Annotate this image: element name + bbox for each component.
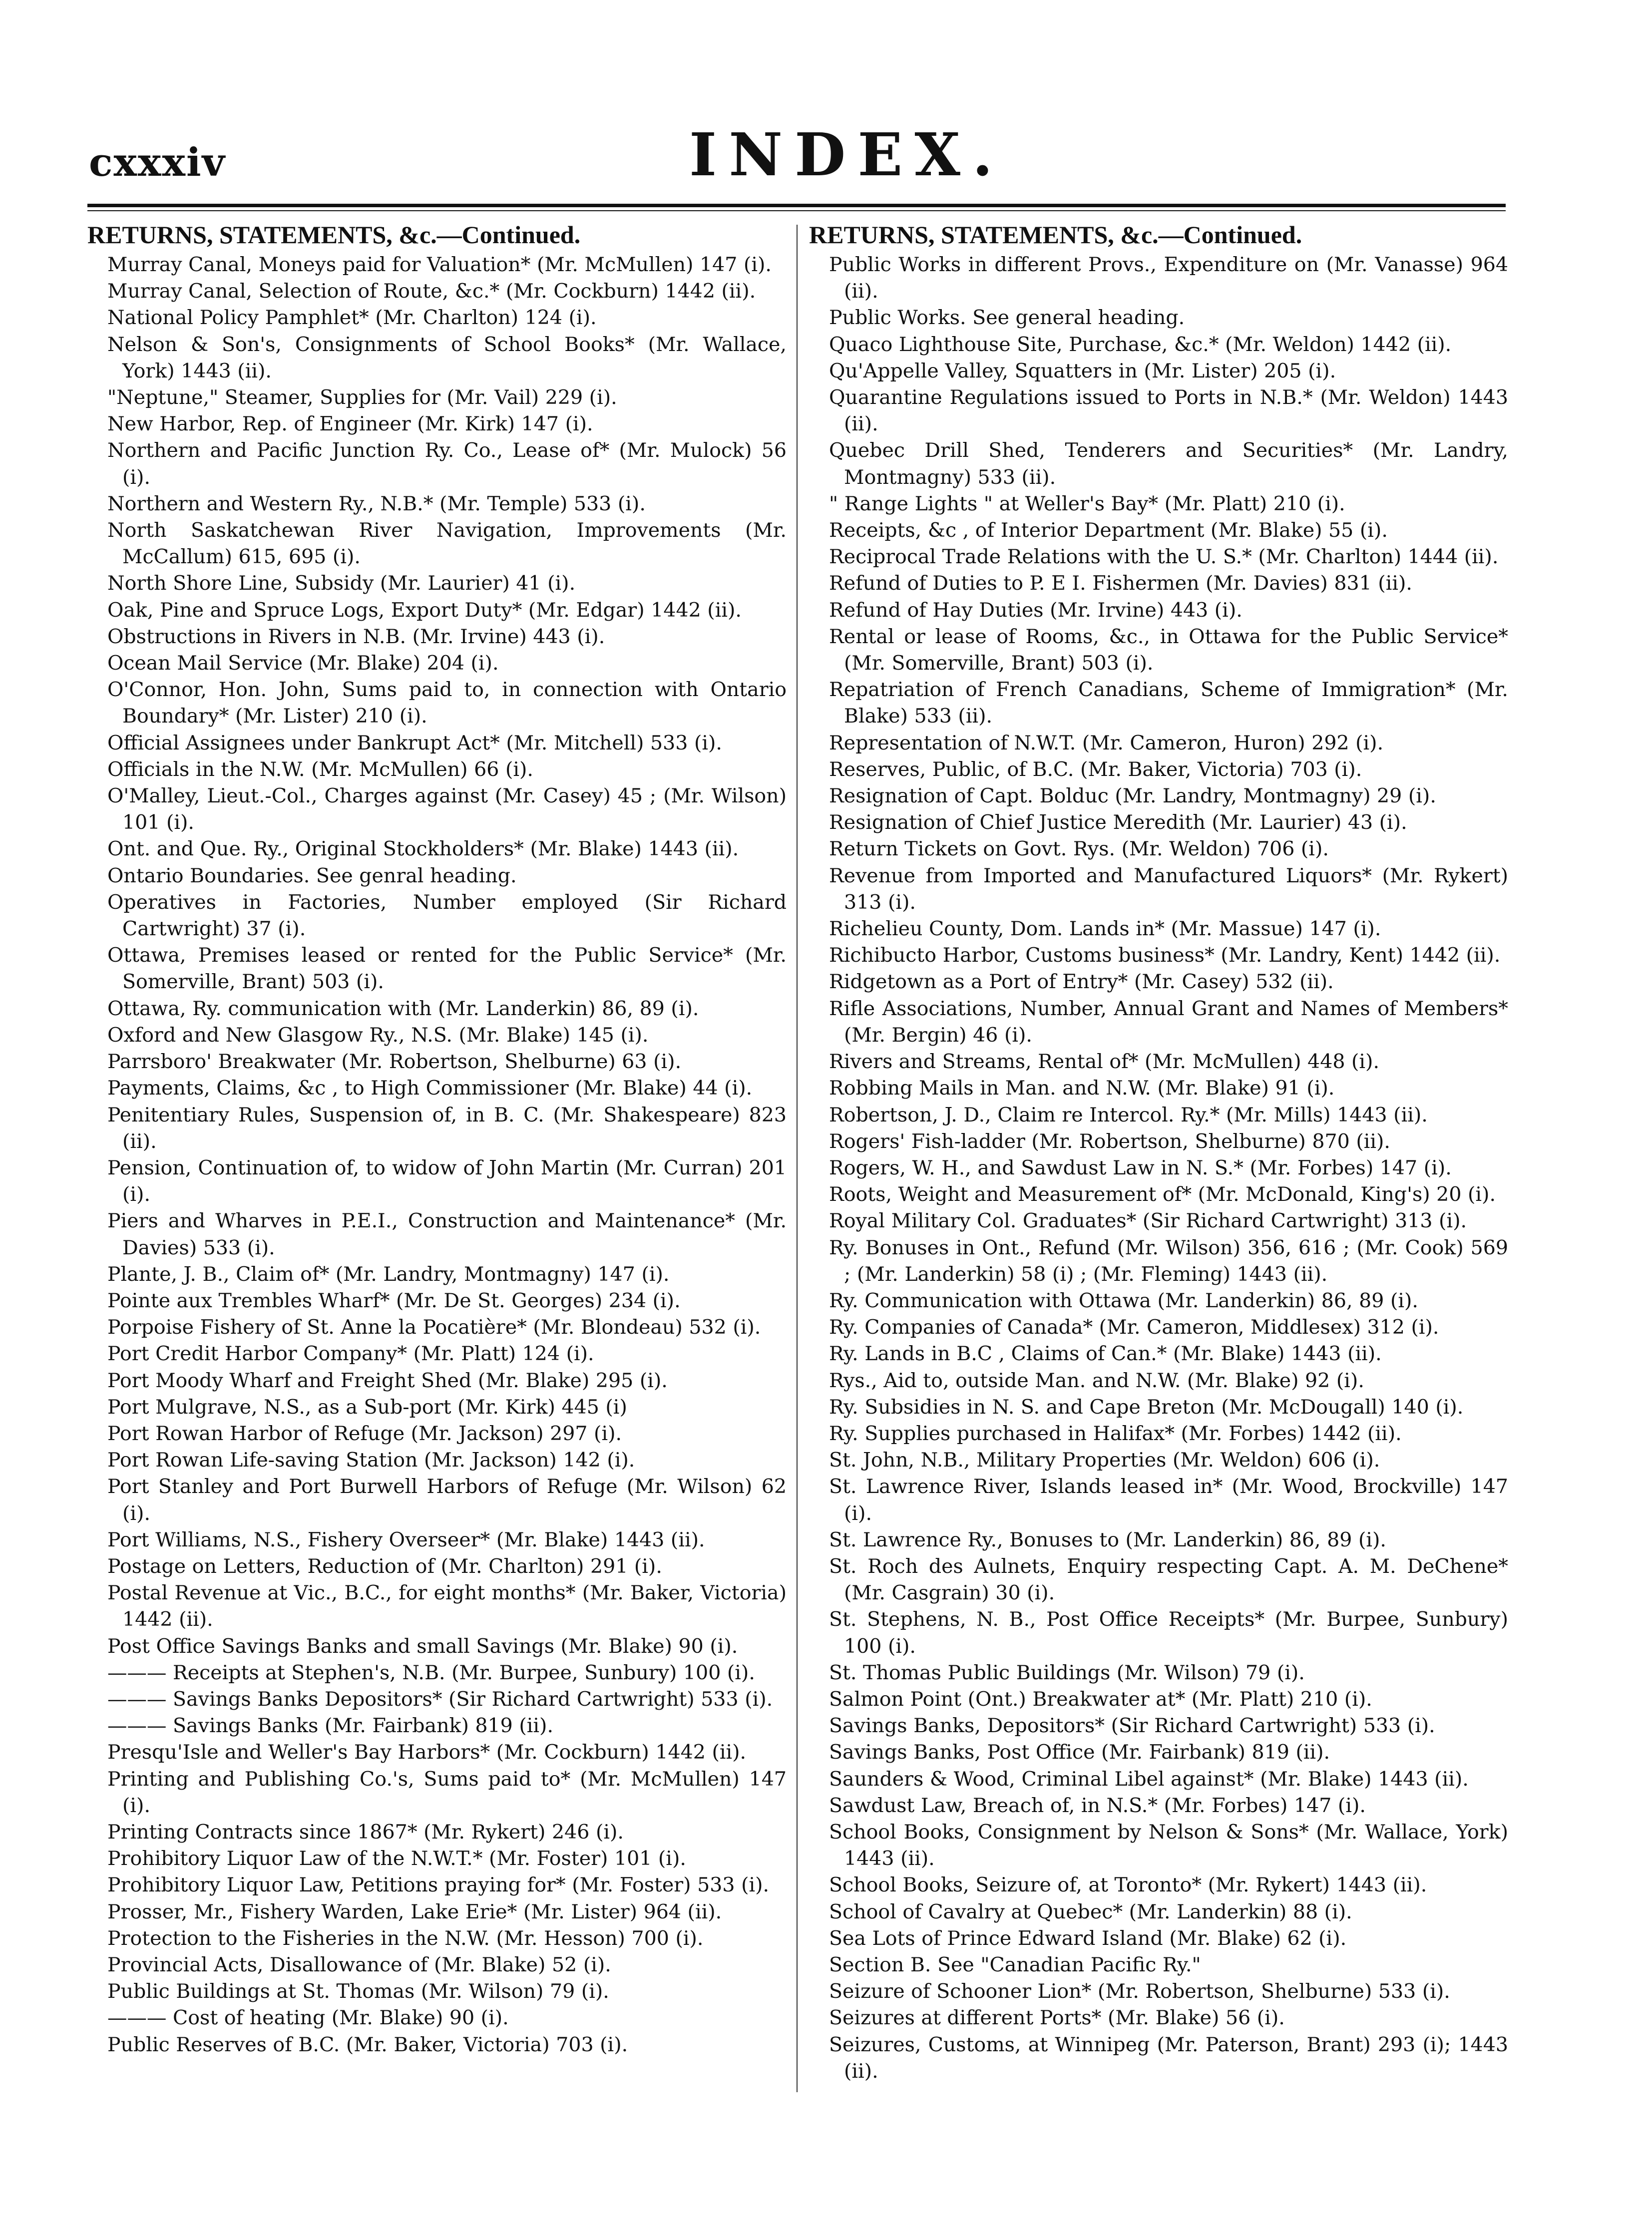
index-entry: Rys., Aid to, outside Man. and N.W. (Mr. Blake) 92 (i). bbox=[829, 1369, 1364, 1392]
index-entry: Pension, Continuation of, to widow of John Martin (Mr. Curran) 201 (i). bbox=[107, 1156, 787, 1206]
index-entry: Ont. and Que. Ry., Original Stockholders* (Mr. Blake) 1443 (ii). bbox=[107, 837, 739, 861]
index-entry: Murray Canal, Moneys paid for Valuation* (Mr. McMullen) 147 (i). bbox=[107, 253, 772, 276]
index-entry: Rifle Associations, Number, Annual Grant and Names of Members* (Mr. Bergin) 46 (i). bbox=[829, 997, 1508, 1047]
index-entry: Printing Contracts since 1867* (Mr. Rykert) 246 (i). bbox=[107, 1820, 624, 1844]
page-title: INDEX. bbox=[689, 120, 1005, 189]
index-entry: Refund of Duties to P. E I. Fishermen (Mr. Davies) 831 (ii). bbox=[829, 572, 1412, 595]
index-entry: Ontario Boundaries. See genral heading. bbox=[107, 864, 517, 887]
index-entry: Qu'Appelle Valley, Squatters in (Mr. Lister) 205 (i). bbox=[829, 359, 1336, 382]
index-entry: Official Assignees under Bankrupt Act* (Mr. Mitchell) 533 (i). bbox=[107, 731, 722, 754]
index-entry: Receipts, &c , of Interior Department (Mr. Blake) 55 (i). bbox=[829, 519, 1388, 542]
index-entry: Obstructions in Rivers in N.B. (Mr. Irvine) 443 (i). bbox=[107, 625, 605, 648]
index-entry: North Shore Line, Subsidy (Mr. Laurier) 41 (i). bbox=[107, 572, 576, 595]
index-entry: Postal Revenue at Vic., B.C., for eight months* (Mr. Baker, Victoria) 1442 (ii). bbox=[107, 1581, 787, 1631]
index-entry: Section B. See "Canadian Pacific Ry." bbox=[829, 1953, 1201, 1976]
index-entry: ——— Cost of heating (Mr. Blake) 90 (i). bbox=[107, 2006, 509, 2030]
index-entry: St. Roch des Aulnets, Enquiry respecting Capt. A. M. DeChene* (Mr. Casgrain) 30 (i). bbox=[829, 1554, 1508, 1605]
index-entry: National Policy Pamphlet* (Mr. Charlton) 124 (i). bbox=[107, 306, 597, 330]
index-entry: School Books, Consignment by Nelson & Sons* (Mr. Wallace, York) 1443 (ii). bbox=[829, 1820, 1508, 1870]
index-entry: St. Lawrence River, Islands leased in* (Mr. Wood, Brockville) 147 (i). bbox=[829, 1475, 1508, 1525]
index-entry: O'Malley, Lieut.-Col., Charges against (Mr. Casey) 45 ; (Mr. Wilson) 101 (i). bbox=[107, 784, 787, 834]
index-entry: Prohibitory Liquor Law, Petitions praying for* (Mr. Foster) 533 (i). bbox=[107, 1873, 770, 1897]
index-entry: St. Thomas Public Buildings (Mr. Wilson) 79 (i). bbox=[829, 1661, 1305, 1684]
index-entry: Provincial Acts, Disallowance of (Mr. Blake) 52 (i). bbox=[107, 1953, 611, 1976]
index-entry: Penitentiary Rules, Suspension of, in B. C. (Mr. Shakespeare) 823 (ii). bbox=[107, 1103, 787, 1153]
index-entry: Ry. Subsidies in N. S. and Cape Breton (Mr. McDougall) 140 (i). bbox=[829, 1395, 1464, 1419]
index-entry: Robbing Mails in Man. and N.W. (Mr. Blake) 91 (i). bbox=[829, 1077, 1335, 1100]
index-entry: Pointe aux Trembles Wharf* (Mr. De St. Georges) 234 (i). bbox=[107, 1289, 681, 1312]
index-entry: Quarantine Regulations issued to Ports in N.B.* (Mr. Weldon) 1443 (ii). bbox=[829, 386, 1508, 436]
index-entry: Presqu'Isle and Weller's Bay Harbors* (Mr. Cockburn) 1442 (ii). bbox=[107, 1741, 747, 1764]
index-entry: Robertson, J. D., Claim re Intercol. Ry.* (Mr. Mills) 1443 (ii). bbox=[829, 1103, 1428, 1126]
index-entry: Ridgetown as a Port of Entry* (Mr. Casey) 532 (ii). bbox=[829, 970, 1334, 994]
index-entry: Port Rowan Harbor of Refuge (Mr. Jackson) 297 (i). bbox=[107, 1422, 622, 1445]
index-entry: Richibucto Harbor, Customs business* (Mr. Landry, Kent) 1442 (ii). bbox=[829, 944, 1501, 967]
index-entry: Rental or lease of Rooms, &c., in Ottawa for the Public Service* (Mr. Somerville, Brant) 503 (i). bbox=[829, 625, 1508, 675]
index-entry: Post Office Savings Banks and small Savings (Mr. Blake) 90 (i). bbox=[107, 1634, 738, 1658]
index-entry: Salmon Point (Ont.) Breakwater at* (Mr. Platt) 210 (i). bbox=[829, 1687, 1372, 1711]
right-column-heading: RETURNS, STATEMENTS, &c.—Continued. bbox=[809, 221, 1302, 249]
index-entry: Seizures, Customs, at Winnipeg (Mr. Paterson, Brant) 293 (i); 1443 (ii). bbox=[829, 2033, 1508, 2083]
index-entry: Sawdust Law, Breach of, in N.S.* (Mr. Forbes) 147 (i). bbox=[829, 1794, 1366, 1817]
column-divider bbox=[797, 225, 798, 2092]
index-entry: Savings Banks, Post Office (Mr. Fairbank) 819 (ii). bbox=[829, 1741, 1330, 1764]
index-entry: Operatives in Factories, Number employed (Sir Richard Cartwright) 37 (i). bbox=[107, 890, 787, 941]
index-entry: St. Lawrence Ry., Bonuses to (Mr. Landerkin) 86, 89 (i). bbox=[829, 1528, 1386, 1551]
index-entry: Printing and Publishing Co.'s, Sums paid to* (Mr. McMullen) 147 (i). bbox=[107, 1767, 787, 1817]
index-entry: Rogers, W. H., and Sawdust Law in N. S.* (Mr. Forbes) 147 (i). bbox=[829, 1156, 1452, 1179]
index-entry: Ry. Lands in B.C , Claims of Can.* (Mr. Blake) 1443 (ii). bbox=[829, 1342, 1382, 1366]
index-entry: Representation of N.W.T. (Mr. Cameron, Huron) 292 (i). bbox=[829, 731, 1384, 754]
index-entry: Public Reserves of B.C. (Mr. Baker, Victoria) 703 (i). bbox=[107, 2033, 628, 2056]
index-entry: Public Works. See general heading. bbox=[829, 306, 1185, 330]
index-entry: Officials in the N.W. (Mr. McMullen) 66 (i). bbox=[107, 757, 533, 781]
index-entry: Port Rowan Life-saving Station (Mr. Jackson) 142 (i). bbox=[107, 1449, 635, 1472]
index-entry: Sea Lots of Prince Edward Island (Mr. Blake) 62 (i). bbox=[829, 1926, 1347, 1950]
index-entry: Ry. Communication with Ottawa (Mr. Landerkin) 86, 89 (i). bbox=[829, 1289, 1418, 1312]
index-entry: Richelieu County, Dom. Lands in* (Mr. Massue) 147 (i). bbox=[829, 917, 1381, 941]
index-entry: Return Tickets on Govt. Rys. (Mr. Weldon) 706 (i). bbox=[829, 837, 1329, 861]
index-entry: Rogers' Fish-ladder (Mr. Robertson, Shelburne) 870 (ii). bbox=[829, 1129, 1390, 1153]
index-entry: Public Buildings at St. Thomas (Mr. Wilson) 79 (i). bbox=[107, 1980, 609, 2003]
right-column bbox=[809, 220, 1508, 2085]
index-entry: Roots, Weight and Measurement of* (Mr. McDonald, King's) 20 (i). bbox=[829, 1183, 1496, 1206]
index-entry: Repatriation of French Canadians, Scheme of Immigration* (Mr. Blake) 533 (ii). bbox=[829, 678, 1508, 728]
index-entry: Savings Banks, Depositors* (Sir Richard Cartwright) 533 (i). bbox=[829, 1714, 1435, 1738]
index-entry: Murray Canal, Selection of Route, &c.* (Mr. Cockburn) 1442 (ii). bbox=[107, 280, 756, 303]
index-entry: Reserves, Public, of B.C. (Mr. Baker, Victoria) 703 (i). bbox=[829, 757, 1362, 781]
index-entry: Protection to the Fisheries in the N.W. (Mr. Hesson) 700 (i). bbox=[107, 1926, 704, 1950]
index-entry: ——— Savings Banks (Mr. Fairbank) 819 (ii). bbox=[107, 1714, 554, 1738]
index-entry: Port Moody Wharf and Freight Shed (Mr. Blake) 295 (i). bbox=[107, 1369, 668, 1392]
index-entry: Resignation of Capt. Bolduc (Mr. Landry, Montmagny) 29 (i). bbox=[829, 784, 1436, 808]
index-entry: Northern and Western Ry., N.B.* (Mr. Temple) 533 (i). bbox=[107, 492, 646, 515]
index-entry: School Books, Seizure of, at Toronto* (Mr. Rykert) 1443 (ii). bbox=[829, 1873, 1427, 1897]
index-entry: North Saskatchewan River Navigation, Improvements (Mr. McCallum) 615, 695 (i). bbox=[107, 519, 787, 569]
index-entry: Oak, Pine and Spruce Logs, Export Duty* (Mr. Edgar) 1442 (ii). bbox=[107, 598, 742, 622]
index-entry: Parrsboro' Breakwater (Mr. Robertson, Shelburne) 63 (i). bbox=[107, 1050, 682, 1074]
index-entry: Ottawa, Ry. communication with (Mr. Landerkin) 86, 89 (i). bbox=[107, 997, 699, 1020]
index-entry: Nelson & Son's, Consignments of School Books* (Mr. Wallace, York) 1443 (ii). bbox=[107, 333, 787, 382]
index-entry: Quebec Drill Shed, Tenderers and Securities* (Mr. Landry, Montmagny) 533 (ii). bbox=[829, 439, 1508, 489]
index-entry: St. Stephens, N. B., Post Office Receipts* (Mr. Burpee, Sunbury) 100 (i). bbox=[829, 1608, 1508, 1658]
header-rule bbox=[87, 204, 1506, 207]
index-entry: Ottawa, Premises leased or rented for the Public Service* (Mr. Somerville, Brant) 503 (i). bbox=[107, 944, 787, 994]
index-entry: Port Credit Harbor Company* (Mr. Platt) 124 (i). bbox=[107, 1342, 594, 1366]
index-entry: Port Mulgrave, N.S., as a Sub-port (Mr. Kirk) 445 (i) bbox=[107, 1395, 627, 1419]
index-entry: Payments, Claims, &c , to High Commissioner (Mr. Blake) 44 (i). bbox=[107, 1077, 753, 1100]
index-entry: " Range Lights " at Weller's Bay* (Mr. Platt) 210 (i). bbox=[829, 492, 1345, 515]
index-entry: O'Connor, Hon. John, Sums paid to, in connection with Ontario Boundary* (Mr. Lister) 210 (i). bbox=[107, 678, 787, 728]
index-entry: Prohibitory Liquor Law of the N.W.T.* (Mr. Foster) 101 (i). bbox=[107, 1847, 686, 1870]
index-entry: Northern and Pacific Junction Ry. Co., Lease of* (Mr. Mulock) 56 (i). bbox=[107, 439, 787, 489]
index-entry: Postage on Letters, Reduction of (Mr. Charlton) 291 (i). bbox=[107, 1554, 662, 1578]
index-entry: Saunders & Wood, Criminal Libel against* (Mr. Blake) 1443 (ii). bbox=[829, 1767, 1469, 1791]
index-entry: Public Works in different Provs., Expenditure on (Mr. Vanasse) 964 (ii). bbox=[829, 253, 1508, 303]
index-entry: Ry. Supplies purchased in Halifax* (Mr. Forbes) 1442 (ii). bbox=[829, 1422, 1402, 1445]
index-entry: Resignation of Chief Justice Meredith (Mr. Laurier) 43 (i). bbox=[829, 811, 1407, 834]
index-entry: ——— Receipts at Stephen's, N.B. (Mr. Burpee, Sunbury) 100 (i). bbox=[107, 1661, 755, 1684]
index-entry: Refund of Hay Duties (Mr. Irvine) 443 (i). bbox=[829, 598, 1242, 622]
index-entry: New Harbor, Rep. of Engineer (Mr. Kirk) 147 (i). bbox=[107, 412, 593, 436]
index-entry: Prosser, Mr., Fishery Warden, Lake Erie* (Mr. Lister) 964 (ii). bbox=[107, 1900, 722, 1923]
index-entry: St. John, N.B., Military Properties (Mr. Weldon) 606 (i). bbox=[829, 1449, 1380, 1472]
index-entry: Seizure of Schooner Lion* (Mr. Robertson, Shelburne) 533 (i). bbox=[829, 1980, 1450, 2003]
index-entry: "Neptune," Steamer, Supplies for (Mr. Vail) 229 (i). bbox=[107, 386, 617, 409]
index-entry: Port Stanley and Port Burwell Harbors of Refuge (Mr. Wilson) 62 (i). bbox=[107, 1475, 787, 1525]
index-entry: Royal Military Col. Graduates* (Sir Richard Cartwright) 313 (i). bbox=[829, 1209, 1467, 1233]
right-entries bbox=[809, 252, 1508, 2085]
index-entry: Plante, J. B., Claim of* (Mr. Landry, Montmagny) 147 (i). bbox=[107, 1262, 670, 1286]
index-entry: Oxford and New Glasgow Ry., N.S. (Mr. Blake) 145 (i). bbox=[107, 1023, 649, 1047]
page-number: cxxxiv bbox=[89, 140, 226, 185]
index-entry: Seizures at different Ports* (Mr. Blake) 56 (i). bbox=[829, 2006, 1285, 2030]
header-rule-thin bbox=[87, 210, 1506, 211]
index-entry: Porpoise Fishery of St. Anne la Pocatière* (Mr. Blondeau) 532 (i). bbox=[107, 1316, 761, 1339]
index-entry: Quaco Lighthouse Site, Purchase, &c.* (Mr. Weldon) 1442 (ii). bbox=[829, 333, 1452, 356]
left-column bbox=[87, 220, 787, 2058]
left-column-heading: RETURNS, STATEMENTS, &c.—Continued. bbox=[87, 221, 581, 249]
index-entry: School of Cavalry at Quebec* (Mr. Landerkin) 88 (i). bbox=[829, 1900, 1352, 1923]
index-entry: Ocean Mail Service (Mr. Blake) 204 (i). bbox=[107, 652, 499, 675]
index-entry: Port Williams, N.S., Fishery Overseer* (Mr. Blake) 1443 (ii). bbox=[107, 1528, 705, 1551]
index-entry: Reciprocal Trade Relations with the U. S.* (Mr. Charlton) 1444 (ii). bbox=[829, 545, 1499, 569]
index-entry: Piers and Wharves in P.E.I., Construction and Maintenance* (Mr. Davies) 533 (i). bbox=[107, 1209, 787, 1259]
page-header bbox=[0, 0, 1652, 210]
index-entry: Ry. Bonuses in Ont., Refund (Mr. Wilson) 356, 616 ; (Mr. Cook) 569 ; (Mr. Landerkin) 58 (i) ; (Mr. Fleming) 1443 (ii). bbox=[829, 1236, 1508, 1286]
index-entry: ——— Savings Banks Depositors* (Sir Richard Cartwright) 533 (i). bbox=[107, 1687, 773, 1711]
index-entry: Rivers and Streams, Rental of* (Mr. McMullen) 448 (i). bbox=[829, 1050, 1380, 1074]
left-entries bbox=[87, 252, 787, 2058]
index-entry: Ry. Companies of Canada* (Mr. Cameron, Middlesex) 312 (i). bbox=[829, 1316, 1439, 1339]
index-entry: Revenue from Imported and Manufactured Liquors* (Mr. Rykert) 313 (i). bbox=[829, 864, 1508, 914]
